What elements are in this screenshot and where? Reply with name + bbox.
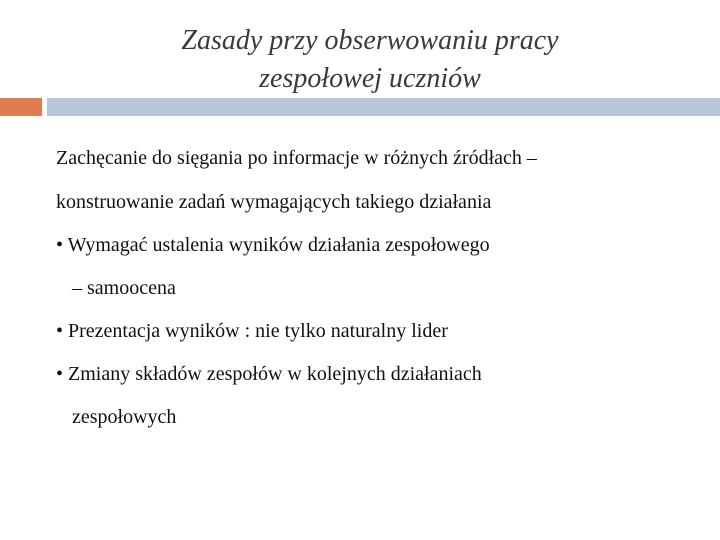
bullet-1: • Wymagać ustalenia wyników działania zespołowego xyxy=(56,234,490,256)
accent-blue-strip xyxy=(47,98,720,116)
accent-bar xyxy=(0,98,720,116)
title-line-1: Zasady przy obserwowaniu pracy xyxy=(181,25,559,56)
body-line-1: Zachęcanie do sięgania po informacje w różnych źródłach – xyxy=(56,147,537,169)
bullet-1-continuation: – samoocena xyxy=(72,277,176,299)
body-line-2: konstruowanie zadań wymagających takiego działania xyxy=(56,191,492,213)
title-line-2: zespołowej uczniów xyxy=(259,63,481,94)
bullet-3: • Zmiany składów zespołów w kolejnych działaniach xyxy=(56,363,482,385)
bullet-2: • Prezentacja wyników : nie tylko naturalny lider xyxy=(56,320,448,342)
slide-title xyxy=(40,22,700,98)
bullet-3-continuation: zespołowych xyxy=(72,406,177,428)
accent-orange-block xyxy=(0,98,42,116)
